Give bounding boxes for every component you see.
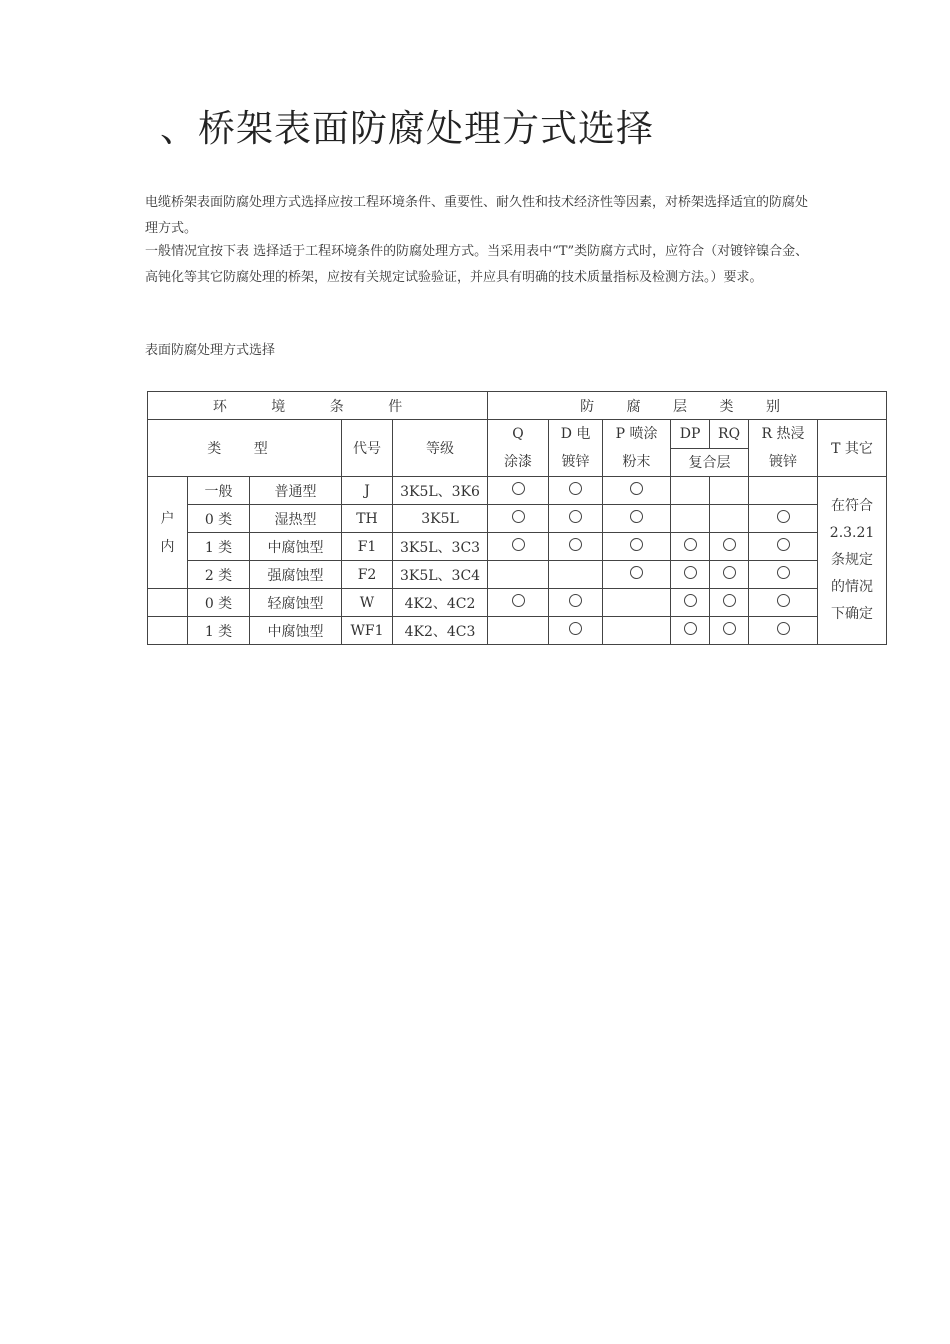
row-grade-cell: 3K5L、3C4 xyxy=(393,561,488,589)
outdoor-label-cell xyxy=(148,617,188,645)
col-rq-header: RQ xyxy=(710,420,749,449)
suitability-cell xyxy=(710,533,749,561)
suitable-circle-icon xyxy=(630,482,643,495)
col-dp-header: DP xyxy=(671,420,710,449)
row-name-cell: 普通型 xyxy=(250,477,342,505)
suitability-cell xyxy=(710,477,749,505)
suitable-circle-icon xyxy=(569,538,582,551)
row-name-cell: 湿热型 xyxy=(250,505,342,533)
suitability-cell xyxy=(749,505,818,533)
row-code-cell: F1 xyxy=(342,533,393,561)
row-class-cell: 1 类 xyxy=(188,617,250,645)
suitability-cell xyxy=(603,505,671,533)
col-r-bottom: 镀锌 xyxy=(769,454,798,470)
suitable-circle-icon xyxy=(777,594,790,607)
suitability-cell xyxy=(749,477,818,505)
row-name-cell: 轻腐蚀型 xyxy=(250,589,342,617)
col-p-top: P 喷涂 xyxy=(615,426,658,442)
table-row xyxy=(148,617,887,645)
col-t-header: T 其它 xyxy=(818,420,887,477)
suitable-circle-icon xyxy=(777,566,790,579)
suitability-cell xyxy=(603,589,671,617)
suitability-cell xyxy=(488,533,549,561)
col-d-top: D 电 xyxy=(560,426,591,442)
suitability-cell xyxy=(671,617,710,645)
suitability-cell xyxy=(488,561,549,589)
suitability-cell xyxy=(488,589,549,617)
suitability-cell xyxy=(549,589,603,617)
suitability-cell xyxy=(549,477,603,505)
suitability-cell xyxy=(749,617,818,645)
col-grade-header: 等级 xyxy=(393,420,488,477)
t-note-line: 2.3.21 xyxy=(829,525,875,541)
row-code-cell: WF1 xyxy=(342,617,393,645)
row-class-cell: 1 类 xyxy=(188,533,250,561)
suitable-circle-icon xyxy=(512,538,525,551)
table-row xyxy=(148,589,887,617)
suitability-cell xyxy=(549,561,603,589)
suitability-cell xyxy=(549,505,603,533)
col-composite-header: 复合层 xyxy=(671,448,749,477)
guidance-paragraph: 一般情况宜按下表 选择适于工程环境条件的防腐处理方式。当采用表中“T”类防腐方式时，应符合（对镀锌镍合金、高钝化等其它防腐处理的桥架，应按有关规定试验验证，并应具有明确的技术质量指标及检测方法。）要求。 xyxy=(145,244,809,285)
row-class-cell: 一般 xyxy=(188,477,250,505)
suitability-cell xyxy=(710,617,749,645)
suitability-cell xyxy=(488,617,549,645)
outdoor-label-cell xyxy=(148,589,188,617)
indoor-label-cell xyxy=(148,477,188,589)
suitability-cell xyxy=(671,589,710,617)
suitable-circle-icon xyxy=(569,594,582,607)
suitable-circle-icon xyxy=(684,538,697,551)
row-name-cell: 中腐蚀型 xyxy=(250,617,342,645)
suitable-circle-icon xyxy=(777,510,790,523)
suitable-circle-icon xyxy=(569,622,582,635)
col-p-header xyxy=(603,420,671,477)
suitable-circle-icon xyxy=(723,538,736,551)
col-d-bottom: 镀锌 xyxy=(561,454,590,470)
row-class-cell: 2 类 xyxy=(188,561,250,589)
row-grade-cell: 4K2、4C2 xyxy=(393,589,488,617)
row-name-cell: 强腐蚀型 xyxy=(250,561,342,589)
t-note-cell xyxy=(818,477,887,645)
suitable-circle-icon xyxy=(630,538,643,551)
suitability-cell xyxy=(749,561,818,589)
t-note-line: 的情况 xyxy=(831,579,874,595)
table-row xyxy=(148,505,887,533)
page-heading: 、桥架表面防腐处理方式选择 xyxy=(160,107,654,150)
suitable-circle-icon xyxy=(777,538,790,551)
suitable-circle-icon xyxy=(630,510,643,523)
suitability-cell xyxy=(603,617,671,645)
suitable-circle-icon xyxy=(684,594,697,607)
col-q-bottom: 涂漆 xyxy=(504,454,533,470)
col-p-bottom: 粉末 xyxy=(622,454,651,470)
suitability-cell xyxy=(603,561,671,589)
suitability-cell xyxy=(488,505,549,533)
suitability-cell xyxy=(710,589,749,617)
anticorrosion-table xyxy=(147,391,887,645)
row-code-cell: TH xyxy=(342,505,393,533)
row-grade-cell: 4K2、4C3 xyxy=(393,617,488,645)
table-caption: 表面防腐处理方式选择 xyxy=(145,343,276,358)
suitability-cell xyxy=(710,561,749,589)
env-conditions-header: 环 境 条 件 xyxy=(148,392,488,420)
t-note-line: 在符合 xyxy=(831,498,874,514)
col-q-header xyxy=(488,420,549,477)
col-r-top: R 热浸 xyxy=(761,426,805,442)
suitability-cell xyxy=(488,477,549,505)
col-q-top: Q xyxy=(512,426,524,442)
suitability-cell xyxy=(671,533,710,561)
t-note-line: 下确定 xyxy=(831,606,874,622)
suitability-cell xyxy=(671,505,710,533)
row-name-cell: 中腐蚀型 xyxy=(250,533,342,561)
table-row xyxy=(148,561,887,589)
table-row xyxy=(148,533,887,561)
col-type-header: 类 型 xyxy=(148,420,342,477)
row-grade-cell: 3K5L、3K6 xyxy=(393,477,488,505)
suitable-circle-icon xyxy=(777,622,790,635)
row-grade-cell: 3K5L xyxy=(393,505,488,533)
suitable-circle-icon xyxy=(512,510,525,523)
suitable-circle-icon xyxy=(512,594,525,607)
row-grade-cell: 3K5L、3C3 xyxy=(393,533,488,561)
suitable-circle-icon xyxy=(569,482,582,495)
col-code-header: 代号 xyxy=(342,420,393,477)
suitability-cell xyxy=(749,589,818,617)
suitable-circle-icon xyxy=(723,622,736,635)
row-code-cell: J xyxy=(342,477,393,505)
row-code-cell: W xyxy=(342,589,393,617)
suitability-cell xyxy=(549,617,603,645)
suitable-circle-icon xyxy=(569,510,582,523)
suitability-cell xyxy=(603,533,671,561)
suitability-cell xyxy=(671,561,710,589)
suitable-circle-icon xyxy=(723,594,736,607)
suitable-circle-icon xyxy=(684,566,697,579)
row-code-cell: F2 xyxy=(342,561,393,589)
suitability-cell xyxy=(549,533,603,561)
col-d-header xyxy=(549,420,603,477)
indoor-label-bottom: 内 xyxy=(160,538,175,555)
suitable-circle-icon xyxy=(630,566,643,579)
suitable-circle-icon xyxy=(684,622,697,635)
coating-types-header: 防 腐 层 类 别 xyxy=(488,392,887,420)
col-r-header xyxy=(749,420,818,477)
suitability-cell xyxy=(749,533,818,561)
t-note-line: 条规定 xyxy=(831,552,874,568)
suitability-cell xyxy=(671,477,710,505)
row-class-cell: 0 类 xyxy=(188,589,250,617)
intro-paragraph: 电缆桥架表面防腐处理方式选择应按工程环境条件、重要性、耐久性和技术经济性等因素，对桥架选择适宜的防腐处理方式。 xyxy=(145,195,809,236)
suitability-cell xyxy=(603,477,671,505)
suitability-cell xyxy=(710,505,749,533)
indoor-label-top: 户 xyxy=(160,510,175,527)
row-class-cell: 0 类 xyxy=(188,505,250,533)
suitable-circle-icon xyxy=(723,566,736,579)
suitable-circle-icon xyxy=(512,482,525,495)
table-row xyxy=(148,477,887,505)
